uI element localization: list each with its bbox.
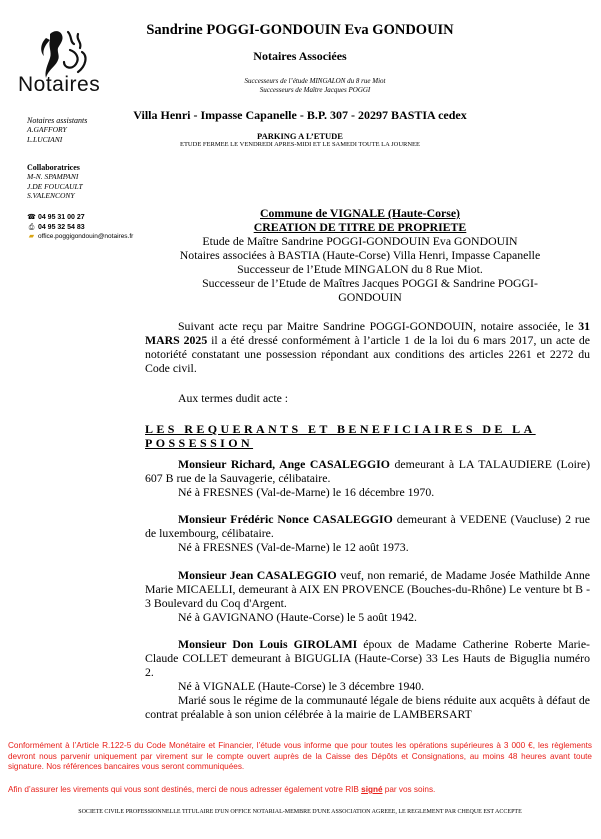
successors-block — [195, 77, 435, 94]
etude-block — [130, 234, 590, 304]
phone-number: 04 95 31 00 27 — [37, 214, 85, 221]
etude-line: Etude de Maître Sandrine POGGI-GONDOUIN Eva GONDOUIN — [202, 234, 518, 248]
requerants-heading: LES REQUERANTS ET BENEFICIAIRES DE LA POSSESSION — [145, 422, 536, 450]
person-regime: Marié sous le régime de la communauté légale de biens réduite aux acquêts à défaut de contrat préalable à son union célébrée à la mairie de LAMBERSART — [145, 693, 590, 721]
person-desc: demeurant à LA TALAUDIERE (Loire) 607 B rue de la Sauvagerie, célibataire. — [145, 457, 591, 485]
person-birth: Né à GAVIGNANO (Haute-Corse) le 5 août 1942. — [178, 610, 417, 624]
mail-icon: ▰ — [28, 233, 35, 240]
email-address[interactable]: office.poggigondouin@notaires.fr — [37, 233, 134, 240]
etude-line: GONDOUIN — [338, 290, 402, 304]
etude-line: Successeur de l’Etude de Maîtres Jacques POGGI & Sandrine POGGI- — [202, 276, 538, 290]
person-desc: époux de Madame Catherine Roberte Marie-Claude COLLET demeurant à BIGUGLIA (Haute-Corse) 33 Les Hauts de Biguglia numéro 2. — [145, 637, 590, 679]
closing-hours-notice: ETUDE FERMEE LE VENDREDI APRES-MIDI ET LE SAMEDI TOUTE LA JOURNEE — [179, 141, 420, 148]
commune-title: Commune de VIGNALE (Haute-Corse) — [260, 206, 460, 220]
notaries-names: Sandrine POGGI-GONDOUIN Eva GONDOUIN — [146, 22, 454, 38]
acte-text-2: il a été dressé conformément à l’article 1 de la loi du 6 mars 2017, un acte de notoriété constatant une possession répondant aux conditions des articles 2261 et 2272 du Code civil. — [145, 333, 590, 375]
sidebar-collaboratrices — [27, 163, 137, 201]
person-entry — [145, 457, 590, 499]
person-entry — [145, 637, 590, 721]
rib-text: Afin d’assurer les virements qui vous sont destinés, merci de nous adresser également votre RIB — [8, 785, 362, 794]
notaires-associees: Notaires Associées — [253, 49, 347, 63]
payment-notice: Conformément à l’Article R.122-5 du Code Monétaire et Financier, l’étude vous informe que pour toutes les opérations supérieures à 3 000 €, les règlements devront nous parvenir uniquement par virement sur le compte ouvert auprès de la Caisse des Dépôts et Consignations, au moins 48 heures avant toute signature. Nos références bancaires vous seront communiquées. — [8, 741, 592, 771]
fax-icon: ⎙ — [28, 223, 35, 231]
collaboratrice-item: M-N. SPAMPANI — [27, 172, 79, 181]
person-name: Monsieur Richard, Ange CASALEGGIO — [178, 457, 390, 471]
person-birth: Né à FRESNES (Val-de-Marne) le 12 août 1973. — [178, 540, 409, 554]
collaboratrices-title: Collaboratrices — [27, 163, 80, 172]
person-entry — [145, 568, 590, 624]
rib-text-end: par vos soins. — [382, 785, 436, 794]
acte-date: 31 MARS 2025 — [145, 319, 590, 347]
termes-line: Aux termes dudit acte : — [178, 391, 289, 405]
etude-line: Notaires associées à BASTIA (Haute-Corse) Villa Henri, Impasse Capanelle — [179, 248, 541, 262]
person-birth: Né à VIGNALE (Haute-Corse) le 3 décembre 1940. — [178, 679, 425, 693]
etude-line: Successeur de l’Etude MINGALON du 8 Rue Miot. — [237, 262, 483, 276]
successor-line-1: Successeurs de l’étude MINGALON du 8 rue Miot — [244, 77, 386, 85]
notaire-assistant-item: A.GAFFORY — [27, 125, 67, 134]
rib-signed: signé — [361, 785, 383, 794]
scp-notice: SOCIETE CIVILE PROFESSIONNELLE TITULAIRE D'UN OFFICE NOTARIAL-MEMBRE D'UNE ASSOCIATION AGREEE, LE REGLEMENT PAR CHEQUE EST ACCEPTE — [78, 809, 522, 815]
collaboratrice-item: S.VALENCONY — [27, 191, 75, 200]
rib-notice — [8, 785, 592, 796]
acte-paragraph — [145, 319, 590, 375]
person-name: Monsieur Jean CASALEGGIO — [178, 568, 337, 582]
person-entry — [145, 512, 590, 554]
logo-wordmark: Notaires — [18, 73, 101, 96]
acte-text: Suivant acte reçu par Maitre Sandrine POGGI-GONDOUIN, notaire associée, le — [178, 319, 579, 333]
phone-icon: ☎ — [27, 214, 36, 221]
office-address: Villa Henri - Impasse Capanelle - B.P. 307 - 20297 BASTIA cedex — [133, 108, 467, 122]
person-name: Monsieur Frédéric Nonce CASALEGGIO — [178, 512, 393, 526]
person-birth: Né à FRESNES (Val-de-Marne) le 16 décembre 1970. — [178, 485, 435, 499]
collaboratrice-item: J.DE FOUCAULT — [27, 181, 83, 191]
fax-number: 04 95 32 54 83 — [37, 223, 85, 231]
commune-heading — [130, 206, 590, 234]
creation-title: CREATION DE TITRE DE PROPRIETE — [253, 220, 467, 234]
person-desc: demeurant à VEDENE (Vaucluse) 2 rue de luxembourg, célibataire. — [145, 512, 590, 540]
notaire-assistant-item: L.LUCIANI — [27, 134, 63, 144]
notaires-assistants-title: Notaires assistants — [27, 116, 88, 125]
sidebar-notaires-assistants — [27, 116, 137, 144]
person-desc: veuf, non remarié, de Madame Josée Mathilde Anne Marie MICAELLI, demeurant à AIX EN PROVENCE (Bouches-du-Rhône) Le venture bt B - 3 Boulevard du Coq d'Argent. — [145, 568, 591, 610]
person-name: Monsieur Don Louis GIROLAMI — [178, 637, 358, 651]
parking-notice: PARKING A L’ETUDE — [257, 131, 343, 141]
successor-line-2: Successeurs de Maître Jacques POGGI — [259, 85, 371, 94]
